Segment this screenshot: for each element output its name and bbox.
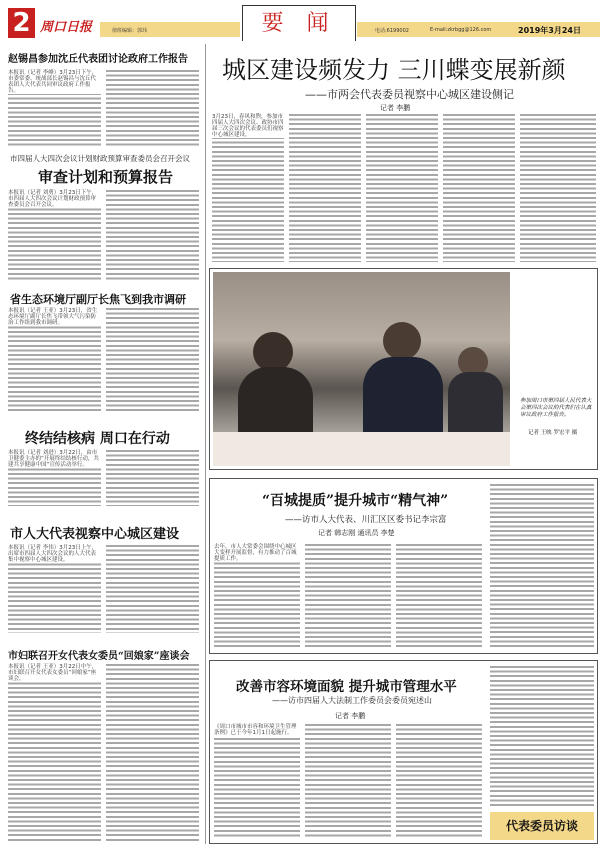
paper-logo: 周口日报 <box>40 20 93 35</box>
box2-lead: 《周口市城市市容和环境卫生管理条例》已于今年1月1日起施行。 <box>214 724 300 736</box>
left-lead-1: 本报讯（记者 李峰）3月23日下午，市委常委、统战部长赵锡昌与沈丘代表团人大代表共同审议政府工作报告。 <box>8 70 101 94</box>
box1-lead: 去年，市人大常委会围绕中心城区大变样开展监督，有力推动了百城提质工作。 <box>214 544 300 562</box>
section-box: 要 闻 <box>242 5 356 41</box>
article-body-text <box>106 308 199 413</box>
main-headline: 城区建设频发力 三川蝶变展新颜 <box>222 56 566 84</box>
column-tag: 代表委员访谈 <box>490 812 594 840</box>
left-headline-1: 赵锡昌参加沈丘代表团讨论政府工作报告 <box>8 54 188 65</box>
main-lead: 3月23日，春风和煦，参加市四届人大四次会议、政协市四届三次会议的代表委员们视察中心城区建设。 <box>212 114 284 138</box>
left-headline-6: 市妇联召开女代表女委员“回娘家”座谈会 <box>8 651 190 662</box>
left-headline-4: 终结结核病 周口在行动 <box>25 431 170 447</box>
left-headline-5: 市人大代表视察中心城区建设 <box>10 527 180 542</box>
box1-byline: 记者 韩志刚 通讯员 李楚 <box>318 529 395 537</box>
email: E-mail:zkrbgg@126.com <box>430 27 492 33</box>
article-body-text <box>366 114 438 262</box>
main-byline: 记者 李鹏 <box>380 104 411 112</box>
box1-headline: “百城提质”提升城市“精气神” <box>262 493 449 509</box>
left-lead-3: 本报讯（记者 王亚）3月23日，省生态环境厅副厅长焦飞带领大气污染防治工作组到我市调研。 <box>8 308 101 326</box>
article-body-text <box>490 666 594 806</box>
box1-subtitle: ——访市人大代表、川汇区区委书记李宗富 <box>285 515 447 525</box>
main-subtitle: ——市两会代表委员视察中心城区建设侧记 <box>305 88 514 101</box>
article-body-text <box>305 544 391 649</box>
photo-caption: 参加周口市第四届人民代表大会第四次会议的代表们在认真审议政府工作报告。 <box>520 398 592 418</box>
article-body-text <box>305 724 391 839</box>
article-body-text <box>106 70 199 148</box>
article-body-text <box>106 664 199 842</box>
news-photo <box>213 272 510 466</box>
page-number: 2 <box>8 8 35 38</box>
article-body-text <box>396 544 482 649</box>
left-lead-2: 本报讯（记者 刘勇）3月23日下午，市四届人大四次会议计划财政预算审查委员会召开会议。 <box>8 190 101 208</box>
editor-label: 值班编辑：郭玮 <box>112 28 148 34</box>
box2-headline: 改善市容环境面貌 提升城市管理水平 <box>236 679 457 695</box>
article-body-text <box>520 114 596 262</box>
article-body-text <box>8 664 101 842</box>
photo-credit: 记者 王映 罗宏平 摄 <box>528 430 578 436</box>
date: 2019年3月24日 <box>518 26 581 35</box>
left-lead-4: 本报讯（记者 刘进）3月22日，由市卫健委主办的“开展终结结核行动，共建共享健康中国”宣传活动举行。 <box>8 450 101 468</box>
left-headline-2: 审查计划和预算报告 <box>38 168 174 186</box>
left-lead-6: 本报讯（记者 王亚）3月22日中午，市妇联召开女代表女委员“回娘家”座谈会。 <box>8 664 101 682</box>
article-body-text <box>490 484 594 649</box>
article-body-text <box>396 724 482 839</box>
article-body-text <box>106 190 199 282</box>
left-kicker-2: 市四届人大四次会议计划财政预算审查委员会召开会议 <box>10 154 190 163</box>
left-headline-3: 省生态环境厅副厅长焦飞到我市调研 <box>10 293 186 306</box>
article-body-text <box>106 450 199 506</box>
article-body-text <box>106 545 199 633</box>
left-lead-5: 本报讯（记者 李伟）3月23日上午，出席市四届人大四次会议的人大代表集中视察中心城区建设。 <box>8 545 101 563</box>
article-body-text <box>214 724 300 839</box>
phone: 电话:6199002 <box>375 28 409 34</box>
column-divider <box>205 44 206 844</box>
article-body-text <box>443 114 515 262</box>
box2-subtitle: ——访市四届人大法制工作委员会委员宛述山 <box>272 696 432 705</box>
box2-byline: 记者 李鹏 <box>335 712 366 720</box>
article-body-text <box>289 114 361 262</box>
